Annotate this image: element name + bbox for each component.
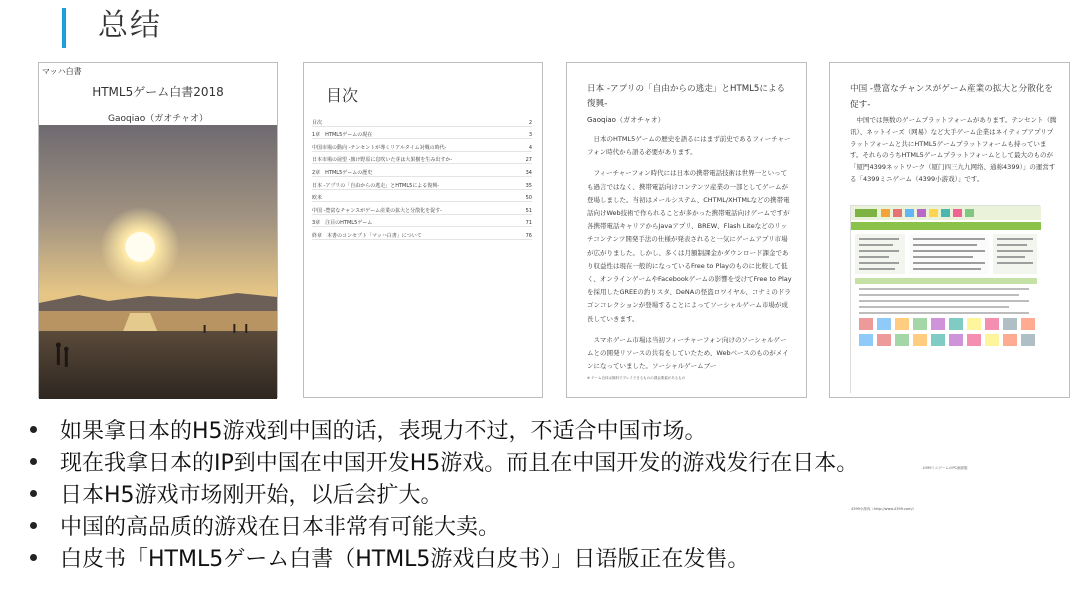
toc-list (312, 114, 532, 240)
toc-entry (312, 202, 532, 215)
document-page-china (829, 62, 1070, 511)
website-screenshot (850, 205, 1040, 511)
toc-entry-title: 日本 -アプリの「自由からの逃走」とHTML5による復興- (312, 182, 440, 189)
sunset-beach-photo (39, 125, 277, 399)
section-body (587, 133, 792, 381)
bullet-dot-icon (30, 458, 37, 465)
bullet-item (30, 445, 858, 477)
toc-entry-title: 2章 HTML5ゲームの歴史 (312, 169, 373, 176)
toc-entry-page: 4 (528, 144, 532, 151)
bullet-dot-icon (30, 554, 37, 561)
toc-entry-page: 35 (525, 182, 532, 189)
toc-entry (312, 215, 532, 228)
bullet-item (30, 477, 858, 509)
bullet-dot-icon (30, 522, 37, 529)
body-paragraph: フィーチャーフォン時代には日本の携帯電話技術は世界一といっても過言ではなく、携帯電話向けコンテンツ産業の一部としてゲームが登場しました。当初はメールシステム、CHTML/XHTMLなどの携帯電話向けWeb技術で作られることが多かった携帯電話向けゲームですが各携帯電話キャリアからJavaアプリ、BREW、Flash Liteなどのリッチコンテンツ開発手法の仕様が発表されると一気にゲームアプリ市場が広がりました。しかし、多くは月額制課金かダウンロード課金であり収益性は現在一般的になっているFree to Playのものに比較して低く、オンラインゲームやFacebookゲームの影響を受けてFree to Playを採用したGREEの釣りスタ、DeNAの怪盗ロワイヤル、コナミのドラゴンコレクションが登場することによってソーシャルゲーム市場が成長していきます。 (587, 169, 792, 323)
footnote: ※ ゲーム自体は無料でプレイできるものの課金要素があるもの (587, 376, 686, 380)
toc-entry-title: 日本市場の展望 -旗け野原に息吹いた芽は大果樹を生み出すか- (312, 157, 453, 164)
section-heading: 中国 -豊富なチャンスがゲーム産業の拡大と分散化を促す- (850, 84, 1053, 110)
toc-entry (312, 152, 532, 165)
toc-entry-page: 76 (525, 232, 532, 239)
toc-entry-title: 欧米 (312, 195, 323, 202)
toc-entry-page: 34 (525, 169, 532, 176)
cover-brand: マッハ白書 (42, 67, 82, 76)
bullet-item (30, 413, 858, 445)
toc-entry (312, 190, 532, 203)
bullet-text: 日本H5游戏市场刚开始，以后会扩大。 (60, 482, 443, 508)
toc-entry (312, 127, 532, 140)
bullet-text: 白皮书「HTML5ゲーム白書（HTML5游戏白皮书）」日语版正在发售。 (60, 546, 750, 572)
bullet-item (30, 541, 858, 573)
section-author: Gaoqiao（ガオチャオ） (587, 116, 665, 124)
toc-entry-page: 3 (528, 132, 532, 139)
toc-entry (312, 114, 532, 127)
summary-bullet-list (30, 413, 858, 573)
toc-entry-title: 目次 (312, 119, 323, 126)
document-page-toc (303, 62, 543, 398)
toc-entry (312, 164, 532, 177)
toc-entry-page: 27 (525, 157, 532, 164)
toc-entry (312, 227, 532, 240)
bullet-dot-icon (30, 426, 37, 433)
toc-heading: 目次 (326, 86, 359, 105)
bullet-dot-icon (30, 490, 37, 497)
toc-entry-title: 1章 HTML5ゲームの現在 (312, 132, 373, 139)
website-screenshot-image (851, 206, 1041, 394)
section-body: 中国では無数のゲームプラットフォームがあります。テンセント（腾讯）、ネットイーズ（网易）など大手ゲーム企業はネイティブアプリプラットフォームと共にHTML5ゲームプラットフォームも持っています。それらのうちHTML5ゲームプラットフォームとして最大のものが「厦門4399ネットワーク（厦门四三九九网络、通称4399）」の運営する「4399ミニゲーム（4399小游戏）」です。 (850, 116, 1057, 183)
toc-entry-title: 中国市場の動向 -テンセントが導くリアルタイム対戦の時代- (312, 144, 447, 151)
bullet-text: 现在我拿日本的IP到中国在中国开发H5游戏。而且在中国开发的游戏发行在日本。 (60, 450, 859, 476)
bullet-item (30, 509, 858, 541)
screenshot-url: 4399小游戏（http://www.4399.com/） (851, 507, 917, 511)
title-accent-bar (62, 8, 66, 48)
toc-entry-page: 51 (525, 207, 532, 214)
body-paragraph: 日本のHTML5ゲームの歴史を語るにはまず前史であるフィーチャーフォン時代から語る必要があります。 (587, 135, 791, 157)
slide-title: 总结 (98, 8, 162, 43)
toc-entry-title: 終章 本書のコンセプト「マッハ白書」について (312, 232, 422, 239)
screenshot-caption: 4399ミニゲームのPC画面版 (922, 466, 968, 470)
document-page-cover (38, 62, 278, 398)
section-heading: 日本 -アプリの「自由からの逃走」とHTML5による復興- (587, 84, 786, 109)
toc-entry-page: 71 (525, 220, 532, 227)
document-page-japan (566, 62, 807, 398)
bullet-text: 中国的高品质的游戏在日本非常有可能大卖。 (60, 514, 501, 540)
toc-entry-title: 中国 -豊富なチャンスがゲーム産業の拡大と分散化を促す- (312, 207, 442, 214)
bullet-text: 如果拿日本的H5游戏到中国的话，表現力不过，不适合中国市场。 (60, 418, 707, 444)
toc-entry-page: 50 (525, 195, 532, 202)
toc-entry (312, 139, 532, 152)
toc-entry-page: 2 (528, 119, 532, 126)
toc-entry-title: 3章 注目のHTML5ゲーム (312, 220, 373, 227)
cover-author: Gaoqiao（ガオチャオ） (108, 114, 208, 124)
body-paragraph: スマホゲーム市場は当初フィーチャーフォン向けのソーシャルゲームとの開発リソースの共有をしていたため、Webベースのものがメインになっていました。ソーシャルゲームブー (587, 335, 789, 371)
toc-entry (312, 177, 532, 190)
cover-title: HTML5ゲーム白書2018 (92, 85, 224, 99)
